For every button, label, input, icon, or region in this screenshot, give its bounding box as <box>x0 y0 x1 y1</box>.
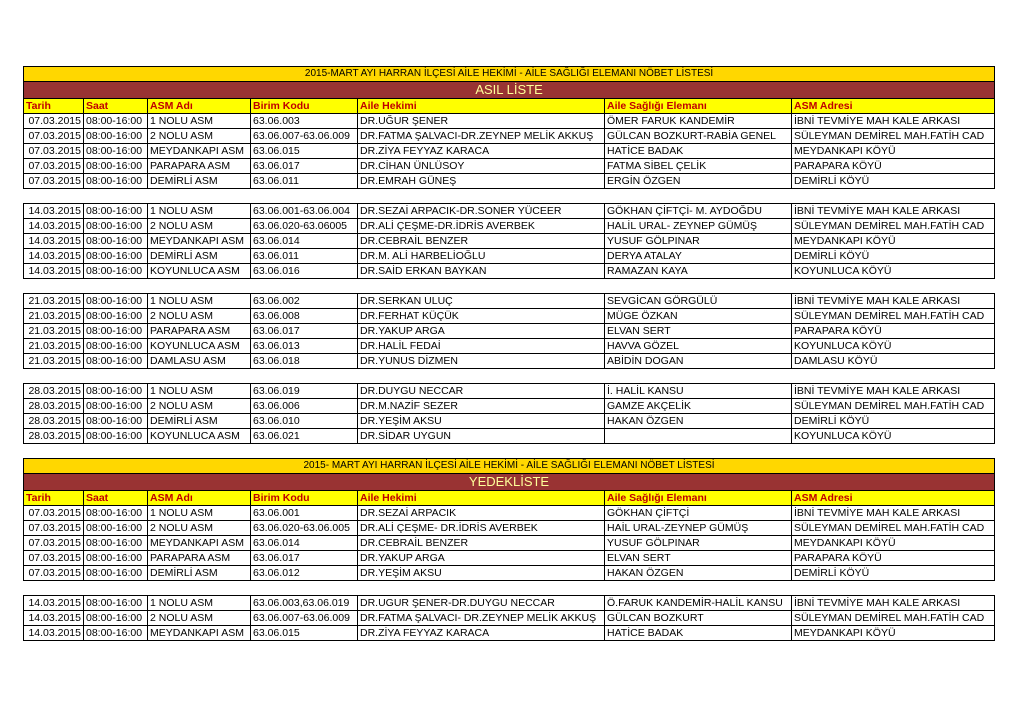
table-cell: ELVAN SERT <box>605 551 792 566</box>
table-cell: 08:00-16:00 <box>84 566 148 581</box>
table-cell: 63.06.017 <box>251 324 358 339</box>
table-cell: 08:00-16:00 <box>84 626 148 641</box>
table-cell: 14.03.2015 <box>24 264 84 279</box>
table-cell: 63.06.008 <box>251 309 358 324</box>
table-cell: 08:00-16:00 <box>84 219 148 234</box>
blank-cell <box>251 279 358 294</box>
table-cell: DEMİRLİ ASM <box>148 174 251 189</box>
blank-cell <box>358 279 605 294</box>
table-cell: 07.03.2015 <box>24 159 84 174</box>
blank-separator-row <box>24 279 995 294</box>
column-header: Birim Kodu <box>251 99 358 114</box>
blank-cell <box>605 369 792 384</box>
column-header-row <box>24 491 995 506</box>
table-cell: 28.03.2015 <box>24 399 84 414</box>
table-cell: HALİL URAL- ZEYNEP GÜMÜŞ <box>605 219 792 234</box>
table-cell: DEMİRLİ KÖYÜ <box>792 566 995 581</box>
table-cell: 08:00-16:00 <box>84 384 148 399</box>
table-cell: 28.03.2015 <box>24 414 84 429</box>
table-cell: İBNİ TEVMİYE MAH KALE ARKASI <box>792 204 995 219</box>
table-cell: DR.M.NAZİF SEZER <box>358 399 605 414</box>
table-row <box>24 429 995 444</box>
table-row <box>24 399 995 414</box>
column-header: Aile Hekimi <box>358 491 605 506</box>
table-row <box>24 566 995 581</box>
table-row <box>24 129 995 144</box>
table-cell: 08:00-16:00 <box>84 339 148 354</box>
table-cell: 08:00-16:00 <box>84 521 148 536</box>
table-row <box>24 521 995 536</box>
table-cell: 08:00-16:00 <box>84 399 148 414</box>
table-cell: ÖMER FARUK KANDEMİR <box>605 114 792 129</box>
table-cell: İBNİ TEVMİYE MAH KALE ARKASI <box>792 294 995 309</box>
table-cell: YUSUF GÖLPINAR <box>605 234 792 249</box>
table-cell: ELVAN SERT <box>605 324 792 339</box>
table-cell: HAKAN ÖZGEN <box>605 566 792 581</box>
table-cell: DR.ZİYA FEYYAZ KARACA <box>358 144 605 159</box>
table-cell: İBNİ TEVMİYE MAH KALE ARKASI <box>792 506 995 521</box>
table-cell: 1 NOLU ASM <box>148 294 251 309</box>
table-cell: 08:00-16:00 <box>84 536 148 551</box>
table-cell: KOYUNLUCA ASM <box>148 339 251 354</box>
table-cell: 28.03.2015 <box>24 429 84 444</box>
table-cell: DR.UGUR ŞENER-DR.DUYGU NECCAR <box>358 596 605 611</box>
table-cell: 63.06.007-63.06.009 <box>251 129 358 144</box>
blank-cell <box>84 581 148 596</box>
table-row <box>24 264 995 279</box>
table-cell: 08:00-16:00 <box>84 114 148 129</box>
table-cell: DR.YEŞİM AKSU <box>358 566 605 581</box>
table-cell: 1 NOLU ASM <box>148 204 251 219</box>
table-cell: 08:00-16:00 <box>84 204 148 219</box>
table-row <box>24 204 995 219</box>
table-cell: KOYUNLUCA KÖYÜ <box>792 339 995 354</box>
tables-container <box>23 66 994 641</box>
column-header-row <box>24 99 995 114</box>
table-title: 2015- MART AYI HARRAN İLÇESİ AİLE HEKİMİ - AİLE SAĞLIĞI ELEMANI NÖBET LİSTESİ <box>24 459 995 474</box>
blank-cell <box>792 279 995 294</box>
table-cell: ABİDİN DOGAN <box>605 354 792 369</box>
table-row <box>24 339 995 354</box>
table-cell: 2 NOLU ASM <box>148 521 251 536</box>
table-cell: 07.03.2015 <box>24 114 84 129</box>
blank-cell <box>605 189 792 204</box>
table-cell: İBNİ TEVMİYE MAH KALE ARKASI <box>792 114 995 129</box>
table-cell: 63.06.015 <box>251 144 358 159</box>
table-cell: DR.UĞUR ŞENER <box>358 114 605 129</box>
table-row <box>24 414 995 429</box>
table-cell: 08:00-16:00 <box>84 551 148 566</box>
table-cell: DR.CEBRAİL BENZER <box>358 234 605 249</box>
table-cell: 2 NOLU ASM <box>148 219 251 234</box>
table-cell: 08:00-16:00 <box>84 309 148 324</box>
table-cell: SÜLEYMAN DEMİREL MAH.FATİH CAD <box>792 309 995 324</box>
table-cell: 08:00-16:00 <box>84 414 148 429</box>
table-cell: 63.06.013 <box>251 339 358 354</box>
table-cell: 07.03.2015 <box>24 566 84 581</box>
table-cell: 08:00-16:00 <box>84 249 148 264</box>
table-cell: Ö.FARUK KANDEMİR-HALİL KANSU <box>605 596 792 611</box>
table-row <box>24 354 995 369</box>
table-row <box>24 536 995 551</box>
table-cell: MEYDANKAPI KÖYÜ <box>792 144 995 159</box>
table-cell: 07.03.2015 <box>24 144 84 159</box>
table-cell: DAMLASU KÖYÜ <box>792 354 995 369</box>
table-row <box>24 384 995 399</box>
blank-cell <box>792 189 995 204</box>
table-row <box>24 234 995 249</box>
table-cell: HATİCE BADAK <box>605 144 792 159</box>
table-row <box>24 324 995 339</box>
table-cell: 63.06.020-63.06.005 <box>251 521 358 536</box>
table-cell: 14.03.2015 <box>24 249 84 264</box>
main-duty-table <box>23 66 995 444</box>
blank-cell <box>148 369 251 384</box>
table-cell: 63.06.011 <box>251 174 358 189</box>
table-cell: 63.06.012 <box>251 566 358 581</box>
table-cell <box>605 429 792 444</box>
table-cell: KOYUNLUCA KÖYÜ <box>792 264 995 279</box>
column-header: Saat <box>84 491 148 506</box>
table-title-row <box>24 459 995 474</box>
table-cell: MEYDANKAPI KÖYÜ <box>792 234 995 249</box>
table-cell: GÜLCAN BOZKURT-RABİA GENEL <box>605 129 792 144</box>
table-cell: HAİL URAL-ZEYNEP GÜMÜŞ <box>605 521 792 536</box>
table-cell: 63.06.011 <box>251 249 358 264</box>
table-cell: 14.03.2015 <box>24 204 84 219</box>
table-cell: 08:00-16:00 <box>84 144 148 159</box>
table-cell: KOYUNLUCA KÖYÜ <box>792 429 995 444</box>
table-cell: 08:00-16:00 <box>84 129 148 144</box>
blank-cell <box>84 279 148 294</box>
table-cell: GÖKHAN ÇİFTÇİ <box>605 506 792 521</box>
table-cell: DR.CİHAN ÜNLÜSOY <box>358 159 605 174</box>
table-cell: 63.06.002 <box>251 294 358 309</box>
table-cell: MÜGE ÖZKAN <box>605 309 792 324</box>
column-header: Saat <box>84 99 148 114</box>
table-cell: DEMİRLİ KÖYÜ <box>792 414 995 429</box>
table-cell: DR.YEŞİM AKSU <box>358 414 605 429</box>
blank-cell <box>148 581 251 596</box>
table-cell: SÜLEYMAN DEMİREL MAH.FATİH CAD <box>792 129 995 144</box>
table-cell: DR.YAKUP ARGA <box>358 324 605 339</box>
table-cell: 08:00-16:00 <box>84 596 148 611</box>
table-cell: 63.06.019 <box>251 384 358 399</box>
table-row <box>24 144 995 159</box>
table-cell: DR.SİDAR UYGUN <box>358 429 605 444</box>
table-cell: PARAPARA ASM <box>148 324 251 339</box>
table-cell: 1 NOLU ASM <box>148 506 251 521</box>
table-row <box>24 159 995 174</box>
table-cell: 08:00-16:00 <box>84 234 148 249</box>
table-cell: 63.06.020-63.06005 <box>251 219 358 234</box>
column-header: ASM Adresi <box>792 491 995 506</box>
table-cell: 08:00-16:00 <box>84 429 148 444</box>
table-cell: KOYUNLUCA ASM <box>148 429 251 444</box>
blank-cell <box>148 189 251 204</box>
table-cell: DR.DUYGU NECCAR <box>358 384 605 399</box>
table-cell: DR.SERKAN ULUÇ <box>358 294 605 309</box>
table-row <box>24 249 995 264</box>
table-cell: DR.FERHAT KÜÇÜK <box>358 309 605 324</box>
blank-cell <box>251 189 358 204</box>
table-cell: 07.03.2015 <box>24 521 84 536</box>
column-header: Tarih <box>24 99 84 114</box>
table-row <box>24 219 995 234</box>
table-cell: 08:00-16:00 <box>84 324 148 339</box>
blank-cell <box>358 369 605 384</box>
table-cell: DR.HALİL FEDAİ <box>358 339 605 354</box>
table-cell: 21.03.2015 <box>24 354 84 369</box>
table-cell: PARAPARA KÖYÜ <box>792 551 995 566</box>
table-cell: İBNİ TEVMİYE MAH KALE ARKASI <box>792 384 995 399</box>
table-cell: 14.03.2015 <box>24 596 84 611</box>
table-cell: 07.03.2015 <box>24 129 84 144</box>
table-cell: 08:00-16:00 <box>84 294 148 309</box>
table-row <box>24 309 995 324</box>
table-cell: 1 NOLU ASM <box>148 114 251 129</box>
table-cell: 63.06.006 <box>251 399 358 414</box>
table-cell: 21.03.2015 <box>24 294 84 309</box>
table-cell: 63.06.014 <box>251 234 358 249</box>
blank-cell <box>358 581 605 596</box>
table-cell: HATİCE BADAK <box>605 626 792 641</box>
table-cell: 63.06.003,63.06.019 <box>251 596 358 611</box>
table-row <box>24 611 995 626</box>
table-cell: 08:00-16:00 <box>84 174 148 189</box>
blank-cell <box>251 581 358 596</box>
table-cell: DR.CEBRAİL BENZER <box>358 536 605 551</box>
table-cell: FATMA SİBEL ÇELİK <box>605 159 792 174</box>
section-title-row <box>24 474 995 491</box>
table-cell: 14.03.2015 <box>24 626 84 641</box>
table-cell: İBNİ TEVMİYE MAH KALE ARKASI <box>792 596 995 611</box>
table-cell: PARAPARA ASM <box>148 551 251 566</box>
table-cell: DR.SAİD ERKAN BAYKAN <box>358 264 605 279</box>
blank-separator-row <box>24 581 995 596</box>
column-header: Aile Sağlığı Elemanı <box>605 491 792 506</box>
table-cell: GÜLCAN BOZKURT <box>605 611 792 626</box>
column-header: ASM Adı <box>148 491 251 506</box>
table-gap <box>23 444 994 458</box>
table-cell: DR.YUNUS DİZMEN <box>358 354 605 369</box>
table-cell: 63.06.001 <box>251 506 358 521</box>
column-header: ASM Adresi <box>792 99 995 114</box>
blank-cell <box>84 189 148 204</box>
table-cell: 63.06.007-63.06.009 <box>251 611 358 626</box>
blank-separator-row <box>24 369 995 384</box>
table-cell: 07.03.2015 <box>24 551 84 566</box>
table-cell: SÜLEYMAN DEMİREL MAH.FATİH CAD <box>792 219 995 234</box>
table-cell: DEMİRLİ KÖYÜ <box>792 249 995 264</box>
table-cell: DR.FATMA ŞALVACI- DR.ZEYNEP MELİK AKKUŞ <box>358 611 605 626</box>
table-cell: 63.06.021 <box>251 429 358 444</box>
table-cell: KOYUNLUCA ASM <box>148 264 251 279</box>
table-cell: GAMZE AKÇELİK <box>605 399 792 414</box>
table-cell: 14.03.2015 <box>24 219 84 234</box>
table-cell: MEYDANKAPI ASM <box>148 234 251 249</box>
table-row <box>24 174 995 189</box>
table-row <box>24 626 995 641</box>
blank-cell <box>792 581 995 596</box>
table-cell: PARAPARA KÖYÜ <box>792 159 995 174</box>
table-cell: 14.03.2015 <box>24 611 84 626</box>
table-cell: 2 NOLU ASM <box>148 309 251 324</box>
blank-cell <box>24 581 84 596</box>
table-cell: İ. HALİL KANSU <box>605 384 792 399</box>
table-cell: DAMLASU ASM <box>148 354 251 369</box>
backup-duty-table <box>23 458 995 641</box>
column-header: Aile Hekimi <box>358 99 605 114</box>
table-cell: MEYDANKAPI KÖYÜ <box>792 536 995 551</box>
table-cell: 28.03.2015 <box>24 384 84 399</box>
table-cell: HAVVA GÖZEL <box>605 339 792 354</box>
table-cell: ERGİN ÖZGEN <box>605 174 792 189</box>
table-cell: PARAPARA ASM <box>148 159 251 174</box>
table-cell: DERYA ATALAY <box>605 249 792 264</box>
table-cell: DR.M. ALİ HARBELİOĞLU <box>358 249 605 264</box>
table-row <box>24 506 995 521</box>
table-row <box>24 114 995 129</box>
table-cell: 63.06.018 <box>251 354 358 369</box>
table-cell: 07.03.2015 <box>24 174 84 189</box>
table-cell: 08:00-16:00 <box>84 264 148 279</box>
table-cell: RAMAZAN KAYA <box>605 264 792 279</box>
table-cell: DR.SEZAİ ARPACIK-DR.SONER YÜCEER <box>358 204 605 219</box>
table-cell: 2 NOLU ASM <box>148 129 251 144</box>
table-cell: MEYDANKAPI KÖYÜ <box>792 626 995 641</box>
table-cell: DR.YAKUP ARGA <box>358 551 605 566</box>
table-cell: SÜLEYMAN DEMİREL MAH.FATİH CAD <box>792 611 995 626</box>
table-cell: DEMİRLİ ASM <box>148 249 251 264</box>
table-cell: 63.06.017 <box>251 551 358 566</box>
section-title: YEDEKLİSTE <box>24 474 995 491</box>
table-title-row <box>24 67 995 82</box>
table-cell: SÜLEYMAN DEMİREL MAH.FATİH CAD <box>792 521 995 536</box>
section-title-row <box>24 82 995 99</box>
blank-cell <box>605 279 792 294</box>
table-cell: GÖKHAN ÇİFTÇİ- M. AYDOĞDU <box>605 204 792 219</box>
table-cell: 08:00-16:00 <box>84 354 148 369</box>
table-cell: MEYDANKAPI ASM <box>148 144 251 159</box>
table-cell: 63.06.010 <box>251 414 358 429</box>
table-cell: 1 NOLU ASM <box>148 384 251 399</box>
table-cell: DR.ZİYA FEYYAZ KARACA <box>358 626 605 641</box>
table-cell: 08:00-16:00 <box>84 611 148 626</box>
table-cell: 63.06.015 <box>251 626 358 641</box>
table-cell: PARAPARA KÖYÜ <box>792 324 995 339</box>
blank-cell <box>605 581 792 596</box>
column-header: Tarih <box>24 491 84 506</box>
table-cell: 21.03.2015 <box>24 309 84 324</box>
blank-cell <box>251 369 358 384</box>
table-cell: 14.03.2015 <box>24 234 84 249</box>
blank-cell <box>84 369 148 384</box>
blank-separator-row <box>24 189 995 204</box>
table-cell: DR.FATMA ŞALVACI-DR.ZEYNEP MELİK AKKUŞ <box>358 129 605 144</box>
table-cell: 63.06.016 <box>251 264 358 279</box>
table-cell: 21.03.2015 <box>24 324 84 339</box>
table-cell: MEYDANKAPI ASM <box>148 536 251 551</box>
table-cell: DR.EMRAH GÜNEŞ <box>358 174 605 189</box>
table-cell: DR.ALİ ÇEŞME- DR.İDRİS AVERBEK <box>358 521 605 536</box>
blank-cell <box>358 189 605 204</box>
table-cell: DR.ALİ ÇEŞME-DR.İDRİS AVERBEK <box>358 219 605 234</box>
column-header: Aile Sağlığı Elemanı <box>605 99 792 114</box>
table-cell: 2 NOLU ASM <box>148 611 251 626</box>
table-cell: 2 NOLU ASM <box>148 399 251 414</box>
table-row <box>24 294 995 309</box>
table-cell: 63.06.001-63.06.004 <box>251 204 358 219</box>
table-row <box>24 551 995 566</box>
table-cell: SÜLEYMAN DEMİREL MAH.FATİH CAD <box>792 399 995 414</box>
table-title: 2015-MART AYI HARRAN İLÇESİ AİLE HEKİMİ - AİLE SAĞLIĞI ELEMANI NÖBET LİSTESİ <box>24 67 995 82</box>
table-cell: DEMİRLİ ASM <box>148 414 251 429</box>
table-cell: DEMİRLİ ASM <box>148 566 251 581</box>
table-cell: HAKAN ÖZGEN <box>605 414 792 429</box>
table-cell: DR.SEZAİ ARPACIK <box>358 506 605 521</box>
table-cell: SEVGİCAN GÖRGÜLÜ <box>605 294 792 309</box>
table-cell: 63.06.017 <box>251 159 358 174</box>
table-cell: 63.06.003 <box>251 114 358 129</box>
blank-cell <box>148 279 251 294</box>
spreadsheet <box>23 66 994 641</box>
blank-cell <box>792 369 995 384</box>
table-cell: 63.06.014 <box>251 536 358 551</box>
table-row <box>24 596 995 611</box>
column-header: ASM Adı <box>148 99 251 114</box>
table-cell: 1 NOLU ASM <box>148 596 251 611</box>
blank-cell <box>24 279 84 294</box>
table-cell: 08:00-16:00 <box>84 159 148 174</box>
table-cell: MEYDANKAPI ASM <box>148 626 251 641</box>
blank-cell <box>24 189 84 204</box>
table-cell: DEMİRLİ KÖYÜ <box>792 174 995 189</box>
column-header: Birim Kodu <box>251 491 358 506</box>
table-cell: 07.03.2015 <box>24 506 84 521</box>
blank-cell <box>24 369 84 384</box>
table-cell: 07.03.2015 <box>24 536 84 551</box>
table-cell: 21.03.2015 <box>24 339 84 354</box>
table-cell: 08:00-16:00 <box>84 506 148 521</box>
table-cell: YUSUF GÖLPINAR <box>605 536 792 551</box>
section-title: ASIL LİSTE <box>24 82 995 99</box>
